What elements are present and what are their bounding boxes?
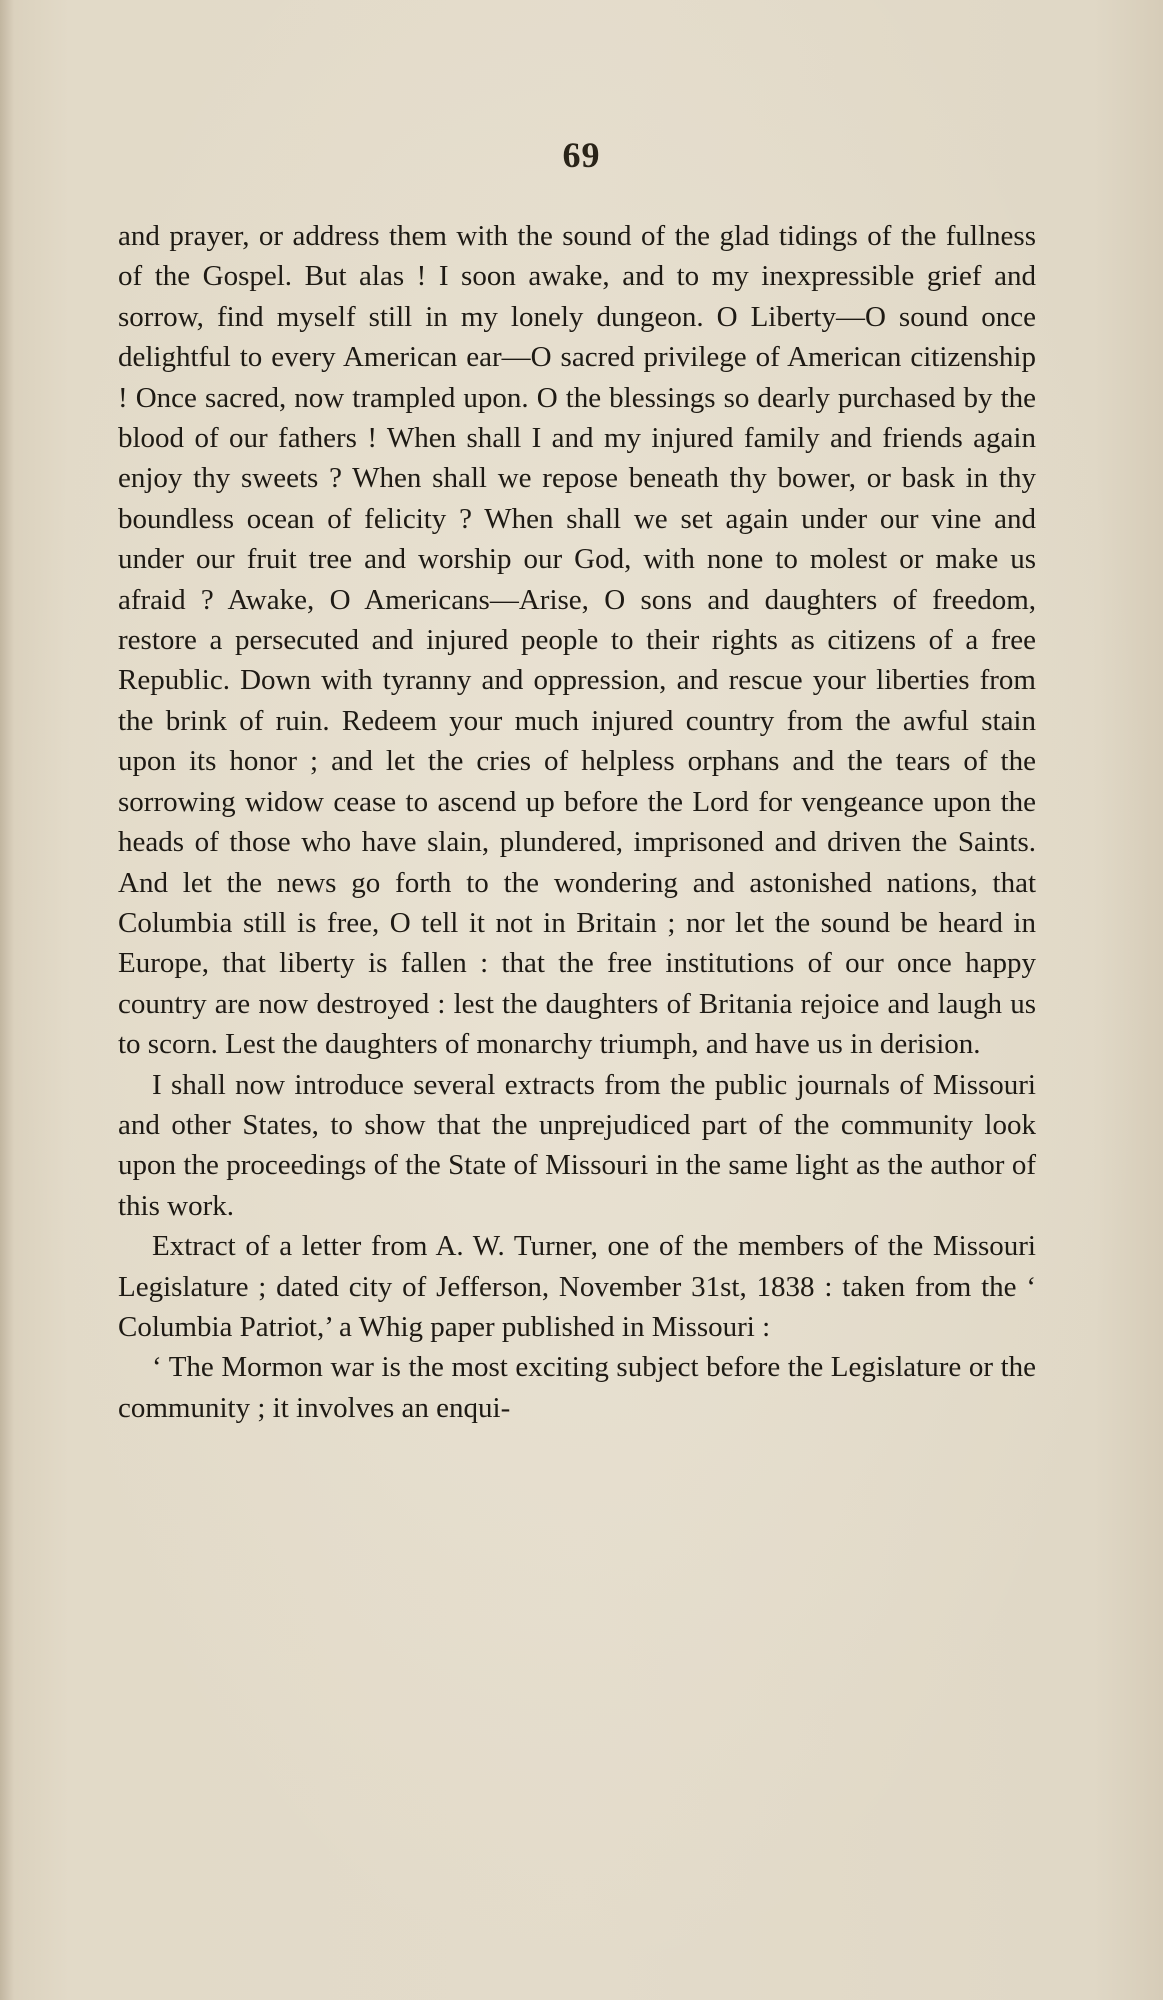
- page-number: 69: [562, 135, 601, 175]
- body-text: [118, 216, 1036, 1428]
- page-edge-shadow: [0, 0, 14, 2000]
- paragraph-continuation: and prayer, or address them with the sound of the glad tidings of the fullness of the Gospel. But alas ! I soon awake, and to my inexpressible grief and sorrow, find myself still in my lonely dungeon. O Liberty—O sound once delightful to every American ear—O sacred privilege of American citizenship ! Once sacred, now trampled upon. O the blessings so dearly purchased by the blood of our fathers ! When shall I and my injured family and friends again enjoy thy sweets ? When shall we repose beneath thy bower, or bask in thy boundless ocean of felicity ? When shall we set again under our vine and under our fruit tree and worship our God, with none to molest or make us afraid ? Awake, O Americans—Arise, O sons and daughters of freedom, restore a persecuted and injured people to their rights as citizens of a free Republic. Down with tyranny and oppression, and rescue your liberties from the brink of ruin. Redeem your much injured country from the awful stain upon its honor ; and let the cries of helpless orphans and the tears of the sorrowing widow cease to ascend up before the Lord for vengeance upon the heads of those who have slain, plundered, imprisoned and driven the Saints. And let the news go forth to the wondering and astonished nations, that Columbia still is free, O tell it not in Britain ; nor let the sound be heard in Europe, that liberty is fallen : that the free institutions of our once happy country are now destroyed : lest the daughters of Britania rejoice and laugh us to scorn. Lest the daughters of monarchy triumph, and have us in derision.: [118, 220, 1036, 1061]
- paragraph-extracts-intro: I shall now introduce several extracts from the public journals of Missouri and other States, to show that the unprejudiced part of the community look upon the proceedings of the State of Missouri in the same light as the author of this work.: [118, 1068, 1036, 1222]
- paragraph-quotation: ‘ The Mormon war is the most exciting subject before the Legislature or the community ; it involves an enqui-: [118, 1351, 1036, 1424]
- paragraph-letter-extract: Extract of a letter from A. W. Turner, one of the members of the Missouri Legislature ; dated city of Jefferson, November 31st, 1838 : taken from the ‘ Columbia Patriot,’ a Whig paper published in Missouri :: [118, 1230, 1036, 1343]
